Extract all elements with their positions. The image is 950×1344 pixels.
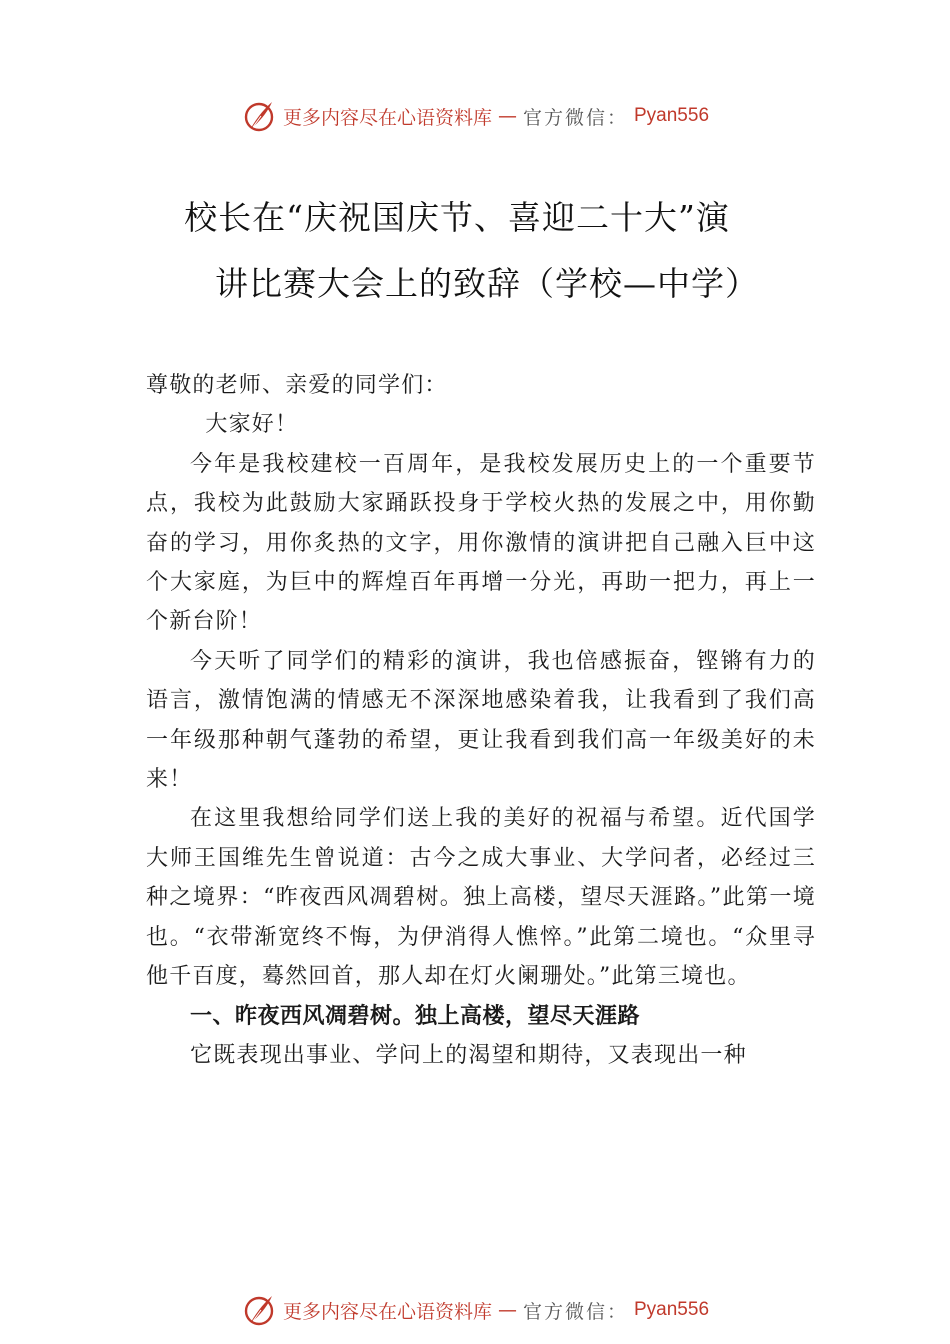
banner-wechat-id: Pyan556 bbox=[634, 105, 710, 126]
body-paragraph: 它既表现出事业、学问上的渴望和期待，又表现出一种 bbox=[190, 1042, 747, 1068]
body-paragraph: 今天听了同学们的精彩的演讲，我也倍感振奋，铿锵有力的语言，激情饱满的情感无不深深地感染着我，让我看到了我们高一年级那种朝气蓬勃的希望，更让我看到我们高一年级美好的未来！ bbox=[146, 648, 816, 793]
hello-line: 大家好！ bbox=[205, 412, 299, 438]
banner-official-label: 官方微信： bbox=[522, 1300, 628, 1323]
banner-wechat-id: Pyan556 bbox=[634, 1299, 710, 1320]
section-heading: 一、昨夜西风凋碧树。独上高楼，望尽天涯路 bbox=[190, 1003, 641, 1029]
quill-pen-logo-icon bbox=[241, 98, 277, 134]
body-paragraph: 今年是我校建校一百周年，是我校发展历史上的一个重要节点，我校为此鼓励大家踊跃投身于学校火热的发展之中，用你勤奋的学习，用你炙热的文字，用你激情的演讲把自己融入巨中这个大家庭，为巨中的辉煌百年再增一分光，再助一把力，再上一个新台阶！ bbox=[146, 451, 816, 635]
document-title-line-1: 校长在“庆祝国庆节、喜迎二十大”演 bbox=[184, 198, 730, 237]
header-watermark-banner bbox=[0, 96, 950, 136]
document-title-line-2: 讲比赛大会上的致辞（学校—中学） bbox=[215, 264, 759, 303]
banner-separator: — bbox=[497, 1299, 517, 1321]
banner-brand-text: 更多内容尽在心语资料库 bbox=[282, 106, 492, 129]
document-body bbox=[146, 366, 816, 1075]
banner-brand-text: 更多内容尽在心语资料库 bbox=[282, 1300, 492, 1323]
greeting-line: 尊敬的老师、亲爱的同学们： bbox=[146, 373, 448, 398]
quill-pen-logo-icon bbox=[241, 1292, 277, 1328]
banner-official-label: 官方微信： bbox=[522, 106, 628, 129]
body-paragraph: 在这里我想给同学们送上我的美好的祝福与希望。近代国学大师王国维先生曾说道：古今之成大事业、大学问者，必经过三种之境界：“昨夜西风凋碧树。独上高楼，望尽天涯路。”此第一境也。“衣带渐宽终不悔，为伊消得人憔悴。”此第二境也。“众里寻他千百度，蓦然回首，那人却在灯火阑珊处。”此第三境也。 bbox=[146, 806, 816, 990]
banner-separator: — bbox=[497, 105, 517, 127]
footer-watermark-banner bbox=[0, 1290, 950, 1330]
